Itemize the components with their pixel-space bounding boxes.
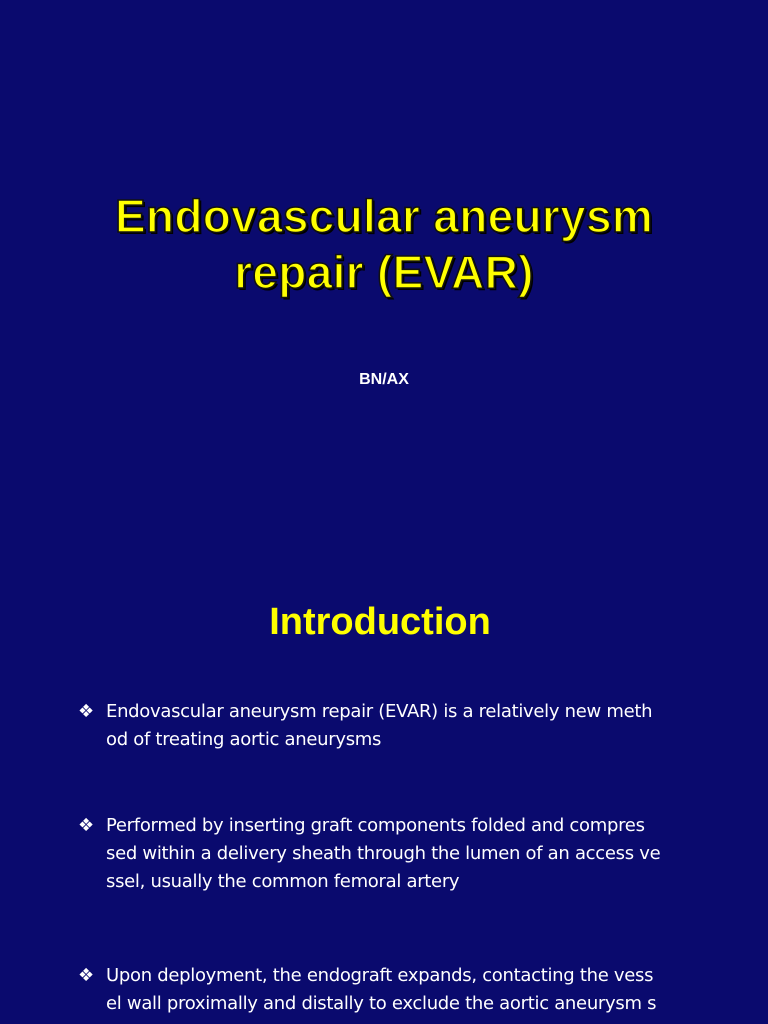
bullet-text-line: Performed by inserting graft components folded and compres xyxy=(106,815,645,836)
section-heading: Introduction xyxy=(269,601,491,643)
bullet-item xyxy=(78,698,718,754)
main-title-line-2: repair (EVAR) xyxy=(234,246,534,298)
diamond-bullet-icon: ❖ xyxy=(78,965,94,986)
introduction-slide xyxy=(0,530,768,1024)
bullet-item xyxy=(78,962,718,1018)
main-title xyxy=(0,188,768,300)
bullet-item xyxy=(78,812,718,896)
bullet-text-line: ssel, usually the common femoral artery xyxy=(106,871,460,892)
bullet-text-line: od of treating aortic aneurysms xyxy=(106,729,382,750)
diamond-bullet-icon: ❖ xyxy=(78,815,94,836)
author-label: BN/AX xyxy=(359,371,409,388)
bullet-text-line: Endovascular aneurysm repair (EVAR) is a relatively new meth xyxy=(106,701,653,722)
bullet-list xyxy=(78,698,718,1018)
main-title-line-1: Endovascular aneurysm xyxy=(114,190,654,242)
bullet-text-line: el wall proximally and distally to exclude the aortic aneurysm s xyxy=(106,993,657,1014)
bullet-text-line: Upon deployment, the endograft expands, contacting the vess xyxy=(106,965,654,986)
bullet-text-line: sed within a delivery sheath through the lumen of an access ve xyxy=(106,843,661,864)
diamond-bullet-icon: ❖ xyxy=(78,701,94,722)
